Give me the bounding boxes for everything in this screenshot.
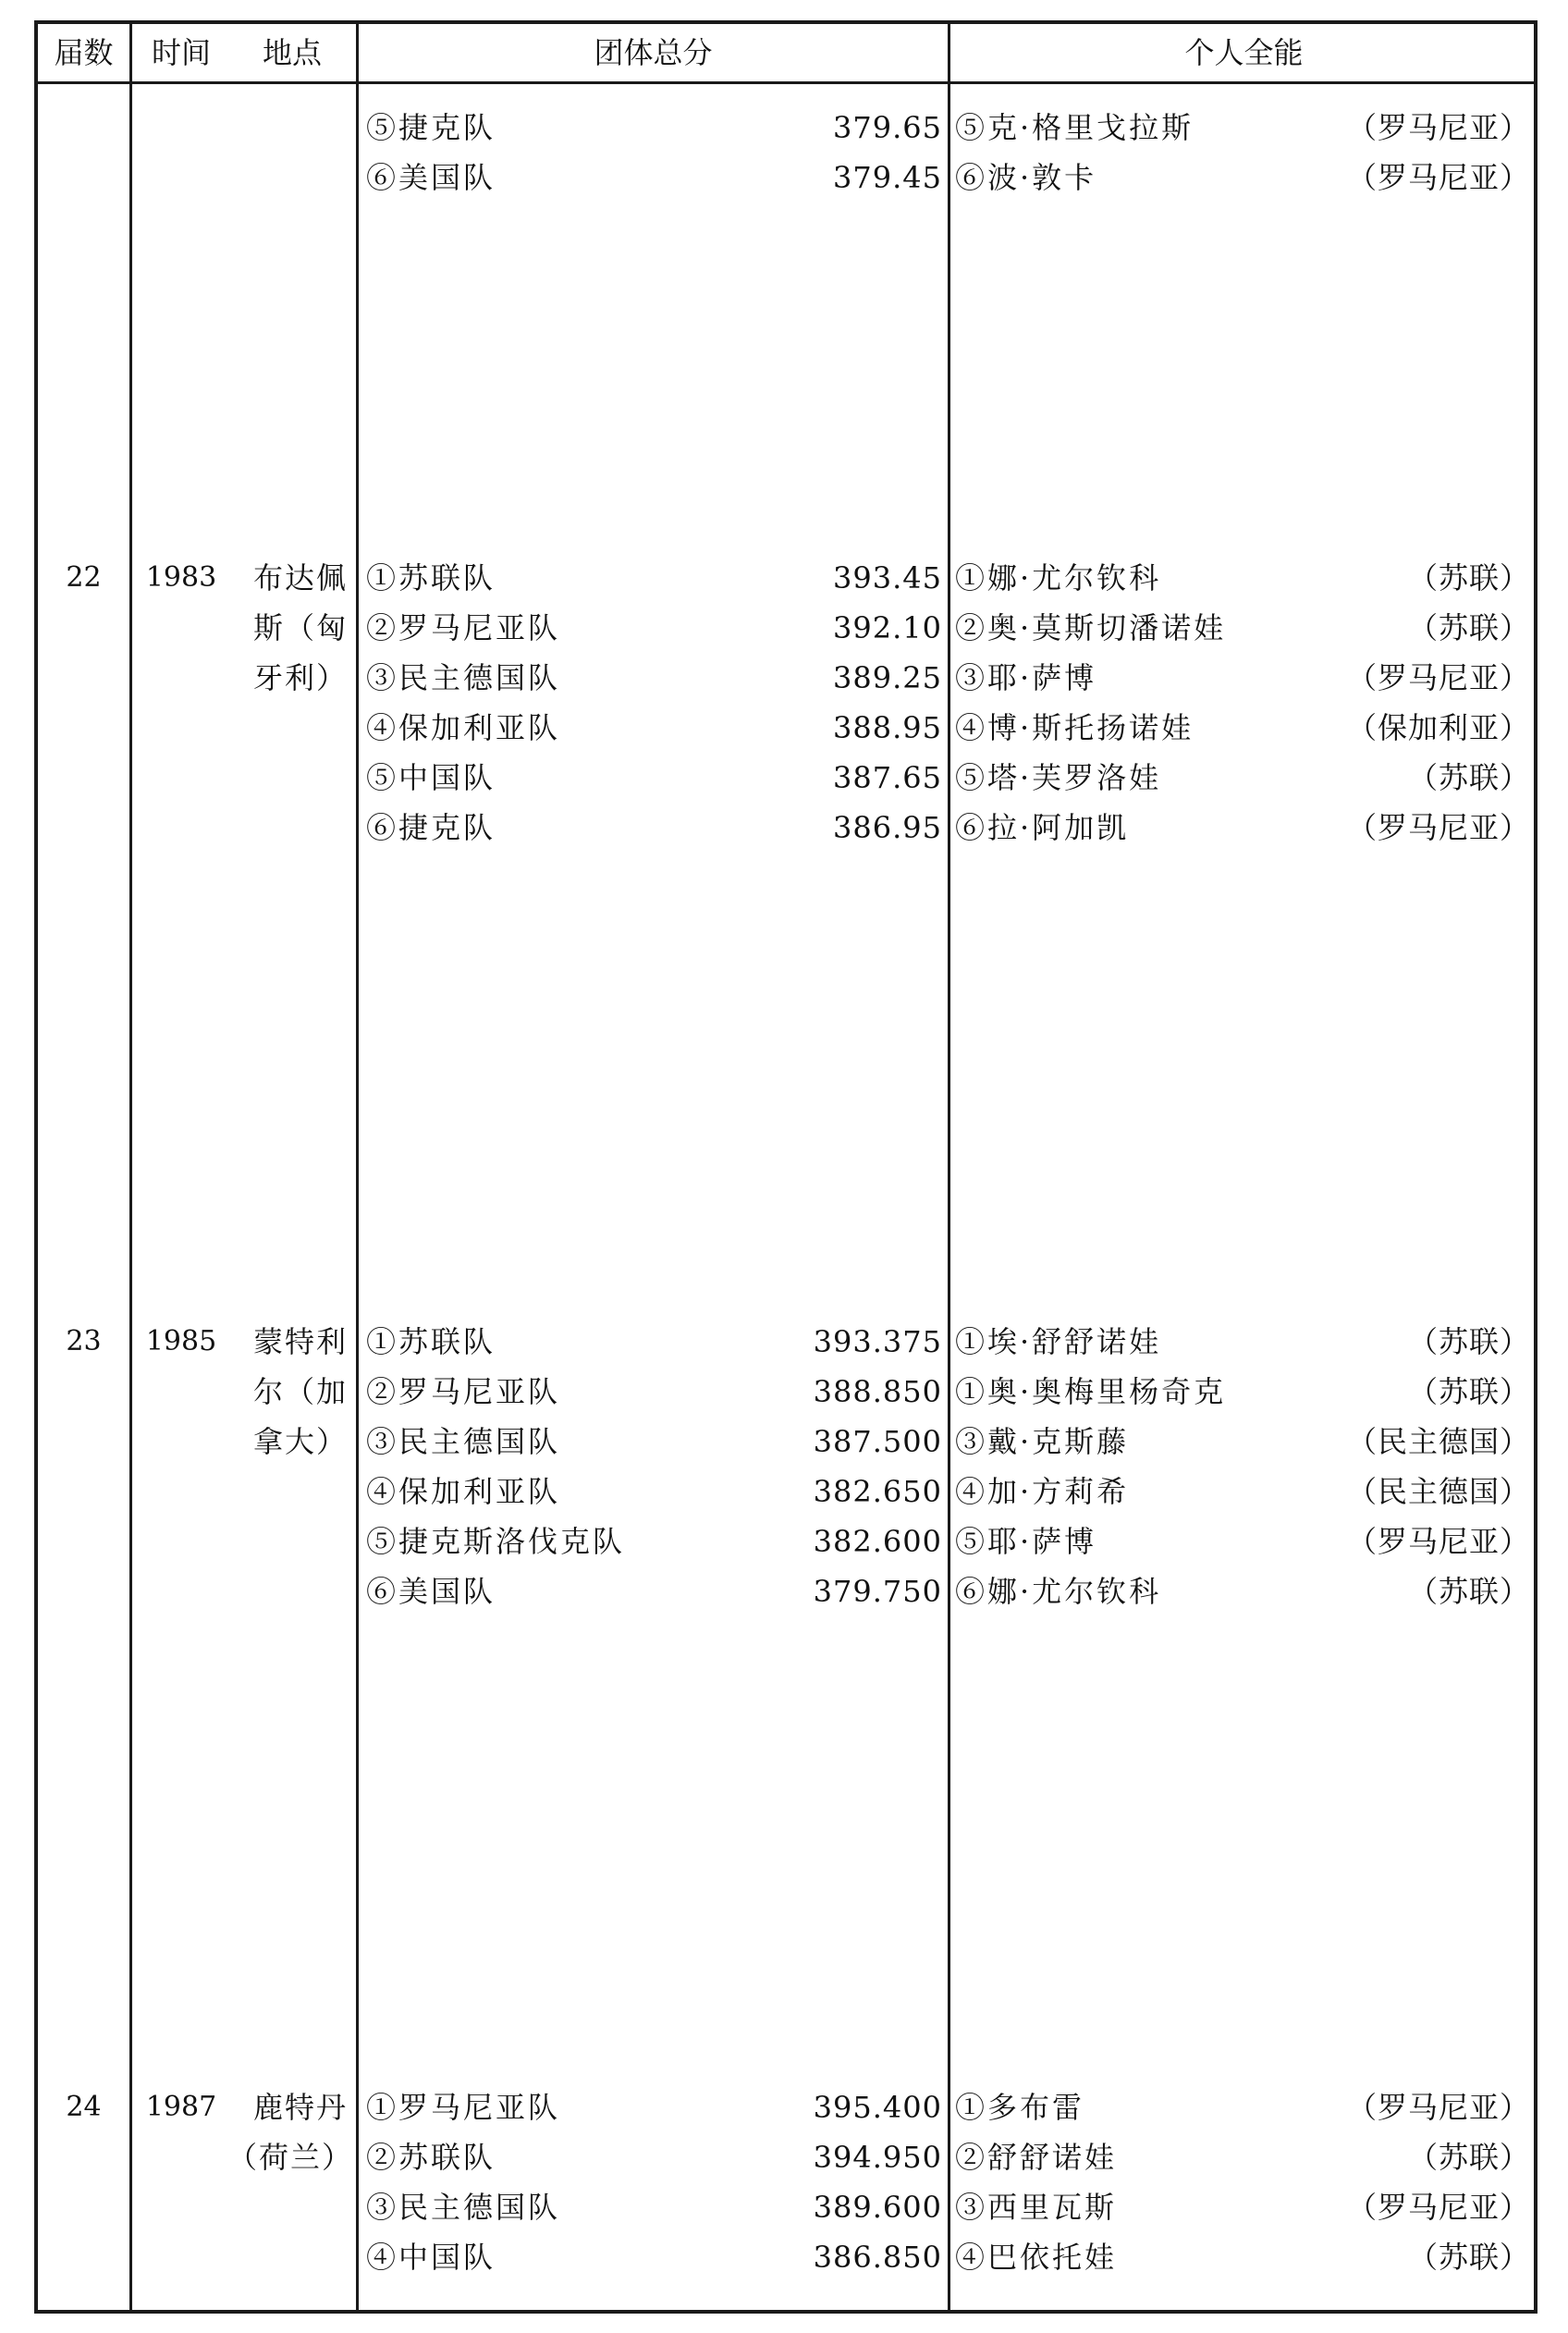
team-score: 389.25 [833,660,942,695]
athlete-country: （苏联） [1407,610,1530,645]
team-row [366,1367,942,1417]
team-row [366,603,942,653]
athlete-country: （苏联） [1407,1574,1530,1609]
session-number: 23 [66,1325,102,1357]
team-name: ③民主德国队 [366,660,561,695]
athlete-name: ①娜·尤尔钦科 [955,560,1162,596]
athlete-country: （苏联） [1407,2140,1530,2175]
team-name: ⑤捷克队 [366,110,496,145]
athlete-name: ④巴依托娃 [955,2240,1118,2275]
team-score: 389.600 [813,2190,942,2225]
team-name: ④中国队 [366,2240,496,2275]
team-row [366,103,942,153]
year: 1987 [145,2091,217,2123]
athlete-name: ②奥·莫斯切潘诺娃 [955,610,1227,645]
athlete-name: ⑤耶·萨博 [955,1524,1097,1559]
team-name: ②苏联队 [366,2140,496,2175]
location [227,1317,348,1467]
location-line: 布达佩 [252,560,348,596]
all-around-row [955,2082,1530,2132]
team-score: 394.950 [813,2140,942,2175]
header-team-total: 团体总分 [594,35,713,70]
athlete-country: （苏联） [1407,760,1530,795]
all-around-row [955,653,1530,703]
header-session: 届数 [54,35,114,70]
team-name: ⑥美国队 [366,160,496,195]
team-row [366,153,942,203]
team-row [366,1317,942,1367]
athlete-name: ①奥·奥梅里杨奇克 [955,1374,1227,1409]
all-around-row [955,1467,1530,1516]
header-time: 时间 [151,35,211,70]
team-name: ①罗马尼亚队 [366,2090,561,2125]
location [227,553,348,703]
team-row [366,653,942,703]
team-name: ①苏联队 [366,560,496,596]
athlete-country: （罗马尼亚） [1346,110,1530,145]
all-around-row [955,103,1530,153]
team-row [366,803,942,853]
team-score: 386.850 [813,2240,942,2275]
team-row [366,1566,942,1616]
year: 1983 [145,561,217,594]
team-score: 388.95 [833,710,942,745]
all-around-row [955,753,1530,803]
team-row [366,703,942,753]
all-around-row [955,1516,1530,1566]
header-all-around: 个人全能 [1184,35,1304,70]
team-name: ⑤捷克斯洛伐克队 [366,1524,626,1559]
team-score: 382.600 [813,1524,942,1559]
team-name: ⑥捷克队 [366,810,496,845]
athlete-name: ⑥拉·阿加凯 [955,810,1130,845]
athlete-name: ⑥波·敦卡 [955,160,1097,195]
team-row [366,2232,942,2282]
athlete-name: ②舒舒诺娃 [955,2140,1118,2175]
all-around-row [955,2132,1530,2182]
athlete-name: ③耶·萨博 [955,660,1097,695]
team-row [366,553,942,603]
athlete-name: ③西里瓦斯 [955,2190,1118,2225]
all-around-row [955,2232,1530,2282]
team-score: 393.45 [833,560,942,596]
team-score: 379.65 [833,110,942,145]
athlete-country: （罗马尼亚） [1346,160,1530,195]
team-name: ④保加利亚队 [366,1474,561,1509]
athlete-country: （罗马尼亚） [1346,810,1530,845]
team-name: ①苏联队 [366,1324,496,1359]
athlete-name: ④博·斯托扬诺娃 [955,710,1194,745]
column-divider [948,24,950,2310]
athlete-name: ⑤克·格里戈拉斯 [955,110,1194,145]
athlete-country: （罗马尼亚） [1346,1524,1530,1559]
athlete-country: （保加利亚） [1346,710,1530,745]
team-name: ②罗马尼亚队 [366,610,561,645]
location-line: 拿大） [252,1424,348,1459]
team-row [366,1417,942,1467]
athlete-country: （罗马尼亚） [1346,660,1530,695]
header-location: 地点 [262,35,322,70]
all-around-row [955,1367,1530,1417]
all-around-row [955,2182,1530,2232]
team-score: 382.650 [813,1474,942,1509]
team-row [366,1467,942,1516]
athlete-name: ①多布雷 [955,2090,1085,2125]
athlete-name: ①埃·舒舒诺娃 [955,1324,1162,1359]
athlete-country: （罗马尼亚） [1346,2090,1530,2125]
all-around-row [955,603,1530,653]
team-name: ②罗马尼亚队 [366,1374,561,1409]
all-around-row [955,1417,1530,1467]
athlete-name: ④加·方莉希 [955,1474,1130,1509]
team-score: 395.400 [813,2090,942,2125]
team-name: ④保加利亚队 [366,710,561,745]
all-around-row [955,1566,1530,1616]
location-line: 鹿特丹 [252,2090,348,2125]
all-around-row [955,1317,1530,1367]
session-number: 24 [66,2091,102,2123]
session-number: 22 [66,561,102,594]
year: 1985 [145,1325,217,1357]
team-row [366,2132,942,2182]
location-line: （荷兰） [227,2140,354,2175]
column-divider [356,24,359,2310]
team-name: ③民主德国队 [366,1424,561,1459]
athlete-country: （民主德国） [1346,1474,1530,1509]
team-row [366,1516,942,1566]
all-around-row [955,703,1530,753]
location-line: 蒙特利 [252,1324,348,1359]
team-score: 388.850 [813,1374,942,1409]
header-divider [38,81,1534,84]
all-around-row [955,553,1530,603]
team-score: 387.65 [833,760,942,795]
athlete-country: （民主德国） [1346,1424,1530,1459]
team-name: ③民主德国队 [366,2190,561,2225]
athlete-country: （苏联） [1407,1324,1530,1359]
athlete-country: （苏联） [1407,1374,1530,1409]
team-score: 379.45 [833,160,942,195]
location-line: 尔（加 [252,1374,348,1409]
team-row [366,2182,942,2232]
all-around-row [955,153,1530,203]
team-name: ⑤中国队 [366,760,496,795]
location-line: 牙利） [252,660,348,695]
results-table [34,20,1537,2314]
team-row [366,2082,942,2132]
location-line: 斯（匈 [252,610,348,645]
team-row [366,753,942,803]
team-score: 387.500 [813,1424,942,1459]
athlete-country: （罗马尼亚） [1346,2190,1530,2225]
athlete-country: （苏联） [1407,2240,1530,2275]
column-divider [129,24,132,2310]
team-score: 379.750 [813,1574,942,1609]
team-score: 386.95 [833,810,942,845]
athlete-name: ⑥娜·尤尔钦科 [955,1574,1162,1609]
athlete-country: （苏联） [1407,560,1530,596]
location [227,2082,354,2182]
athlete-name: ⑤塔·芙罗洛娃 [955,760,1162,795]
team-score: 392.10 [833,610,942,645]
team-score: 393.375 [813,1324,942,1359]
team-name: ⑥美国队 [366,1574,496,1609]
all-around-row [955,803,1530,853]
athlete-name: ③戴·克斯藤 [955,1424,1130,1459]
